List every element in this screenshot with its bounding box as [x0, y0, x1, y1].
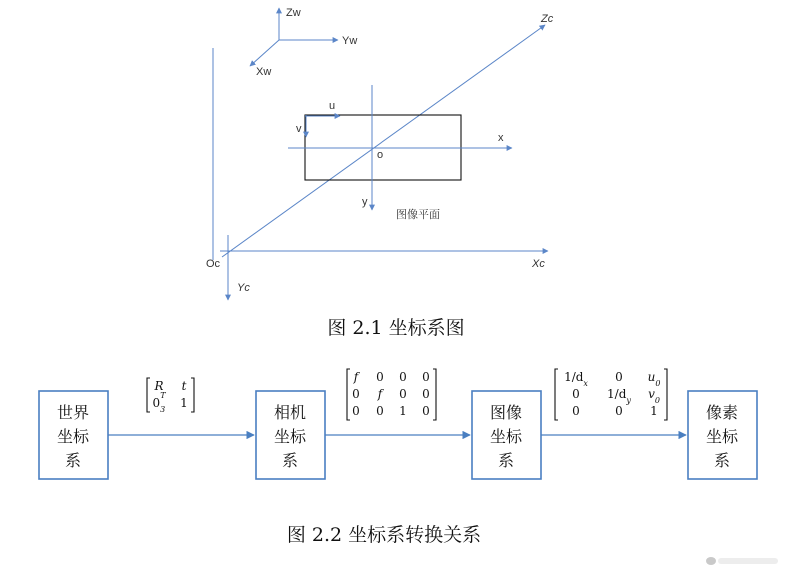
- camera-coordinate-box: [256, 391, 325, 479]
- matrix3-r2c0: 0: [572, 404, 580, 418]
- matrix3-r2c1: 0: [615, 404, 623, 418]
- figure-2-2: [39, 369, 757, 546]
- pixel-u-label: u: [329, 100, 336, 112]
- camera-box-line-3: 系: [281, 451, 299, 470]
- camera-box-line-1: 相机: [273, 403, 307, 422]
- image-plane-label: 图像平面: [396, 209, 440, 221]
- pixel-box-line-1: 像素: [705, 403, 739, 422]
- image-plane: [288, 85, 512, 221]
- world-box-line-2: 坐标: [56, 427, 90, 446]
- matrix1-r0c1: t: [181, 379, 187, 393]
- matrix2-r0c1: 0: [376, 370, 384, 384]
- matrix3-r1c2: $v_0$: [648, 387, 660, 405]
- matrix3-r2c2: 1: [650, 404, 658, 418]
- matrix2-r0c3: 0: [422, 370, 430, 384]
- matrix1-r1c1: 1: [180, 396, 188, 410]
- matrix3-r0c2: $u_0$: [647, 370, 661, 388]
- matrix2-r1c1: f: [377, 387, 383, 401]
- world-box-line-3: 系: [64, 451, 82, 470]
- extrinsic-matrix: [147, 378, 194, 414]
- world-x-axis: [250, 40, 279, 66]
- matrix2-r1c0: 0: [352, 387, 360, 401]
- camera-z-axis: [222, 25, 545, 257]
- matrix3-r1c0: 0: [572, 387, 580, 401]
- figure-2-1-caption: 图 2.1 坐标系图: [327, 317, 465, 339]
- matrix1-r0c0: R: [154, 379, 164, 393]
- image-y-label: y: [362, 196, 368, 208]
- matrix2-r2c1: 0: [376, 404, 384, 418]
- watermark-logo: [706, 557, 778, 565]
- image-box-line-1: 图像: [489, 403, 523, 422]
- matrix2-r0c0: f: [353, 370, 359, 384]
- world-axes: [250, 7, 357, 78]
- matrix3-r0c0: $1/d_x$: [564, 370, 588, 388]
- matrix3-r0c1: 0: [615, 370, 623, 384]
- camera-y-label: Yc: [237, 282, 250, 294]
- camera-z-label: Zc: [541, 13, 554, 25]
- world-coordinate-box: [39, 391, 108, 479]
- pixel-matrix: [555, 369, 667, 420]
- camera-origin-label: Oc: [206, 258, 221, 270]
- projection-matrix: [347, 369, 436, 420]
- world-z-label: Zw: [286, 7, 301, 19]
- camera-x-label: Xc: [532, 258, 545, 270]
- pixel-coordinate-box: [688, 391, 757, 479]
- image-box-line-2: 坐标: [489, 427, 523, 446]
- image-x-label: x: [498, 132, 504, 144]
- matrix2-r1c2: 0: [399, 387, 407, 401]
- figure-2-2-caption: 图 2.2 坐标系转换关系: [286, 524, 482, 546]
- matrix2-r1c3: 0: [422, 387, 430, 401]
- matrix2-r2c2: 1: [399, 404, 407, 418]
- image-box-line-3: 系: [497, 451, 515, 470]
- camera-box-line-2: 坐标: [273, 427, 307, 446]
- pixel-box-line-2: 坐标: [705, 427, 739, 446]
- world-box-line-1: 世界: [56, 403, 90, 422]
- image-coordinate-box: [472, 391, 541, 479]
- matrix2-r2c0: 0: [352, 404, 360, 418]
- matrix3-r1c1: $1/d_y$: [607, 387, 631, 405]
- image-origin-label: o: [377, 149, 384, 161]
- matrix1-r1c0: $0_3T$: [152, 391, 166, 414]
- world-x-label: Xw: [256, 66, 272, 78]
- matrix2-r2c3: 0: [422, 404, 430, 418]
- figure-2-1: [206, 7, 554, 339]
- matrix2-r0c2: 0: [399, 370, 407, 384]
- pixel-box-line-3: 系: [713, 451, 731, 470]
- pixel-v-label: v: [296, 123, 302, 135]
- world-y-label: Yw: [342, 35, 358, 47]
